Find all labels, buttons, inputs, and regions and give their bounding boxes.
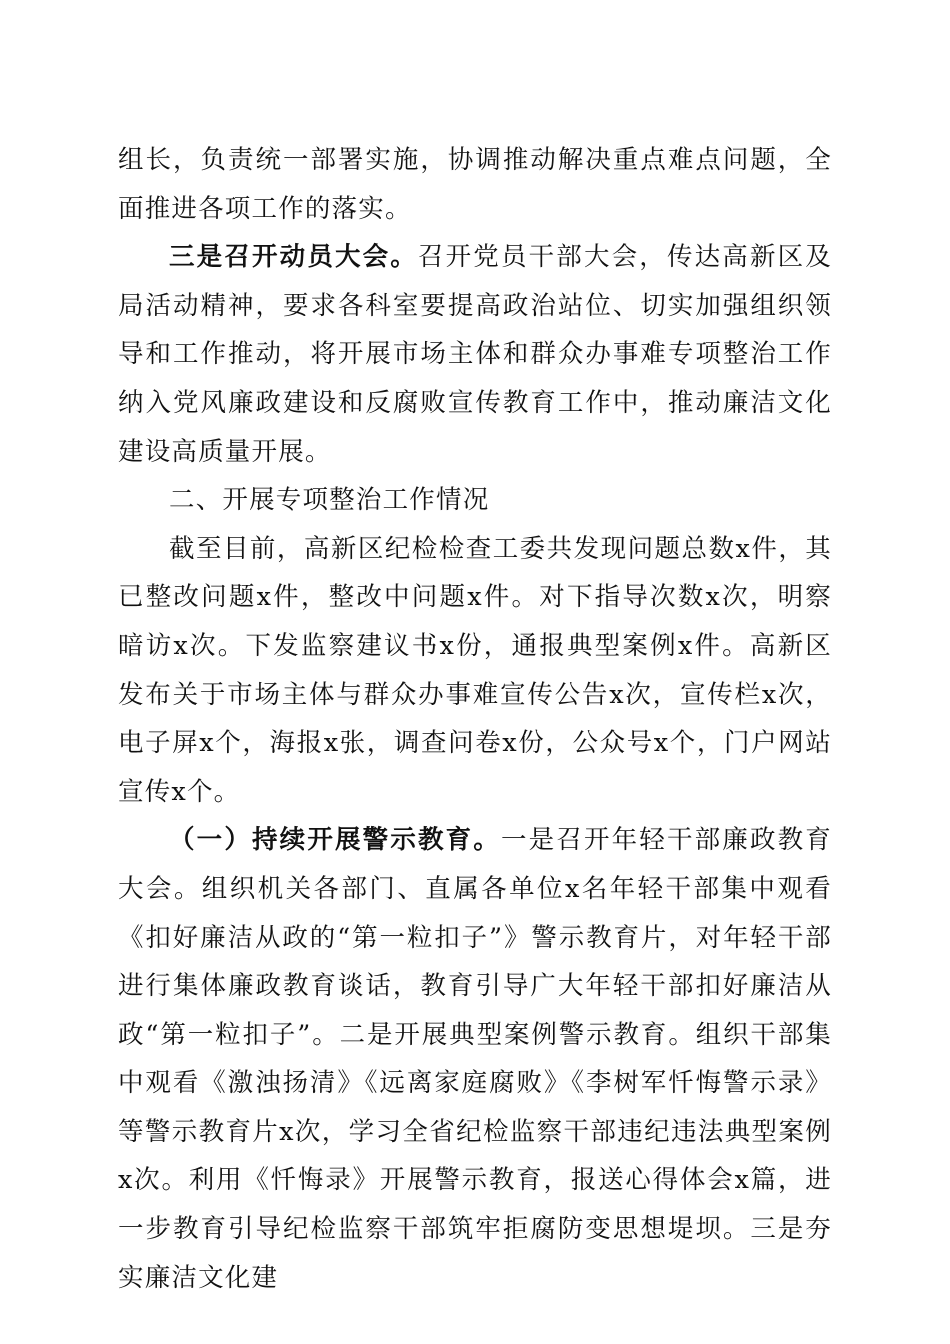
paragraph-text: 组长，负责统一部署实施，协调推动解决重点难点问题，全面推进各项工作的落实。 (118, 145, 832, 224)
paragraph-text: 截至目前，高新区纪检检查工委共发现问题总数x件，其已整改问题x件，整改中问题x件。对下指导次数x次，明察暗访x次。下发监察建议书x份，通报典型案例x件。高新区发布关于市场主体与群众办事难宣传公告x次，宣传栏x次，电子屏x个，海报x张，调查问卷x份，公众号x个，门户网站宣传x个。 (118, 533, 832, 807)
paragraph-mobilization-meeting (118, 233, 832, 476)
paragraph-lead: （一）持续开展警示教育。 (169, 825, 501, 856)
paragraph-statistics (118, 525, 832, 817)
paragraph-text: 一是召开年轻干部廉政教育大会。组织机关各部门、直属各单位x名年轻干部集中观看《扣好廉洁从政的“第一粒扣子”》警示教育片，对年轻干部进行集体廉政教育谈话，教育引导广大年轻干部扣好廉洁从政“第一粒扣子”。二是开展典型案例警示教育。组织干部集中观看《激浊扬清》《远离家庭腐败》《李树军忏悔警示录》等警示教育片x次，学习全省纪检监察干部违纪违法典型案例x次。利用《忏悔录》开展警示教育，报送心得体会x篇，进一步教育引导纪检监察干部筑牢拒腐防变思想堤坝。三是夯实廉洁文化建 (118, 825, 832, 1293)
paragraph-text: 召开党员干部大会，传达高新区及局活动精神，要求各科室要提高政治站位、切实加强组织领导和工作推动，将开展市场主体和群众办事难专项整治工作纳入党风廉政建设和反腐败宣传教育工作中，推动廉洁文化建设高质量开展。 (118, 242, 832, 467)
paragraph-warning-education (118, 816, 832, 1302)
paragraph-lead: 三是召开动员大会。 (169, 242, 418, 273)
paragraph-continuation (118, 136, 832, 233)
section-heading: 二、开展专项整治工作情况 (169, 485, 490, 516)
document-page (118, 136, 832, 1302)
